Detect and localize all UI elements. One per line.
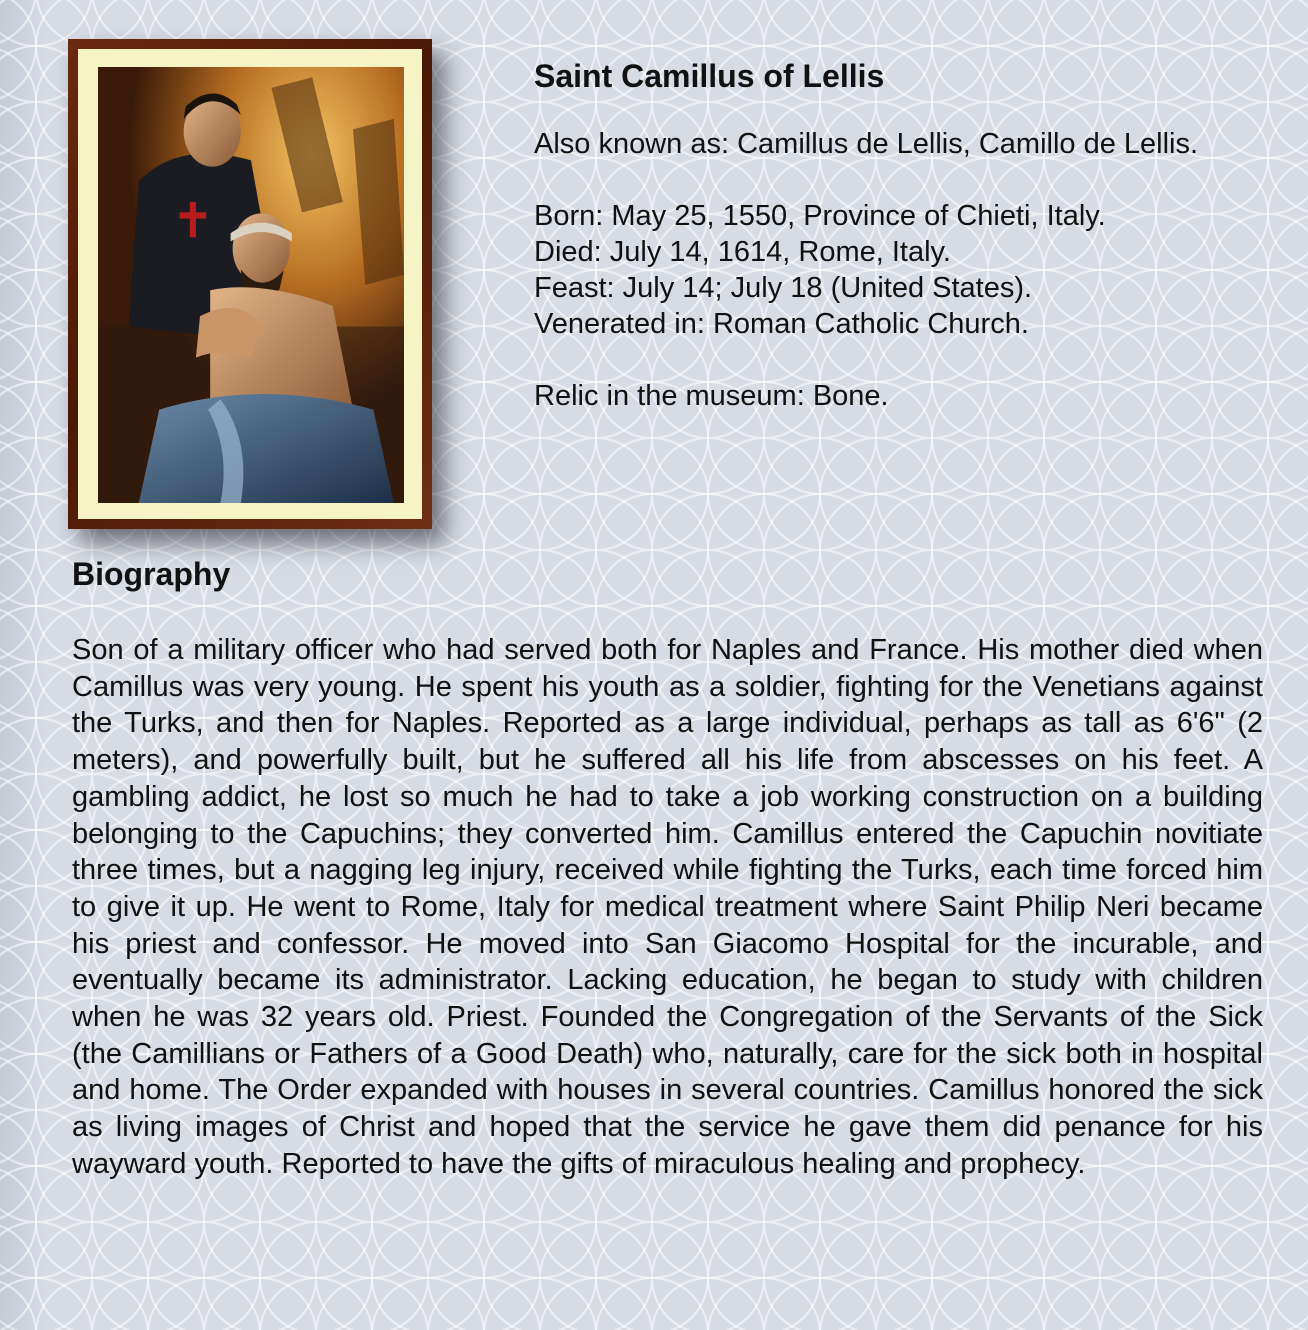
saint-painting	[98, 67, 404, 503]
picture-frame	[68, 39, 432, 529]
relic-line: Relic in the museum: Bone.	[534, 380, 889, 412]
picture-mat	[78, 49, 422, 519]
also-known-as: Also known as: Camillus de Lellis, Camillo de Lellis.	[534, 128, 1199, 160]
venerated-line: Venerated in: Roman Catholic Church.	[534, 308, 1029, 340]
died-line: Died: July 14, 1614, Rome, Italy.	[534, 236, 951, 268]
saint-name: Saint Camillus of Lellis	[534, 58, 885, 94]
facts-list	[534, 198, 1254, 342]
born-line: Born: May 25, 1550, Province of Chieti, Italy.	[534, 200, 1106, 232]
feast-line: Feast: July 14; July 18 (United States).	[534, 272, 1033, 304]
biography-heading: Biography	[72, 556, 231, 592]
saint-info	[534, 56, 1254, 414]
biography-text: Son of a military officer who had served both for Naples and France. His mother died when Camillus was very young. He spent his youth as a soldier, fighting for the Venetians against the Turks, and then for Naples. Reported as a large individual, perhaps as tall as 6'6" (2 meters), and powerfully built, but he suffered all his life from abscesses on his feet. A gambling addict, he lost so much he had to take a job working construction on a building belonging to the Capuchins; they converted him. Camillus entered the Capuchin novitiate three times, but a nagging leg injury, received while fighting the Turks, each time forced him to give it up. He went to Rome, Italy for medical treatment where Saint Philip Neri became his priest and confessor. He moved into San Giacomo Hospital for the incurable, and eventually became its administrator. Lacking education, he began to study with children when he was 32 years old. Priest. Founded the Congregation of the Servants of the Sick (the Camillians or Fathers of a Good Death) who, naturally, care for the sick both in hospital and home. The Order expanded with houses in several countries. Camillus honored the sick as living images of Christ and hoped that the service he gave them did penance for his wayward youth. Reported to have the gifts of miraculous healing and prophecy.	[72, 634, 1263, 1180]
